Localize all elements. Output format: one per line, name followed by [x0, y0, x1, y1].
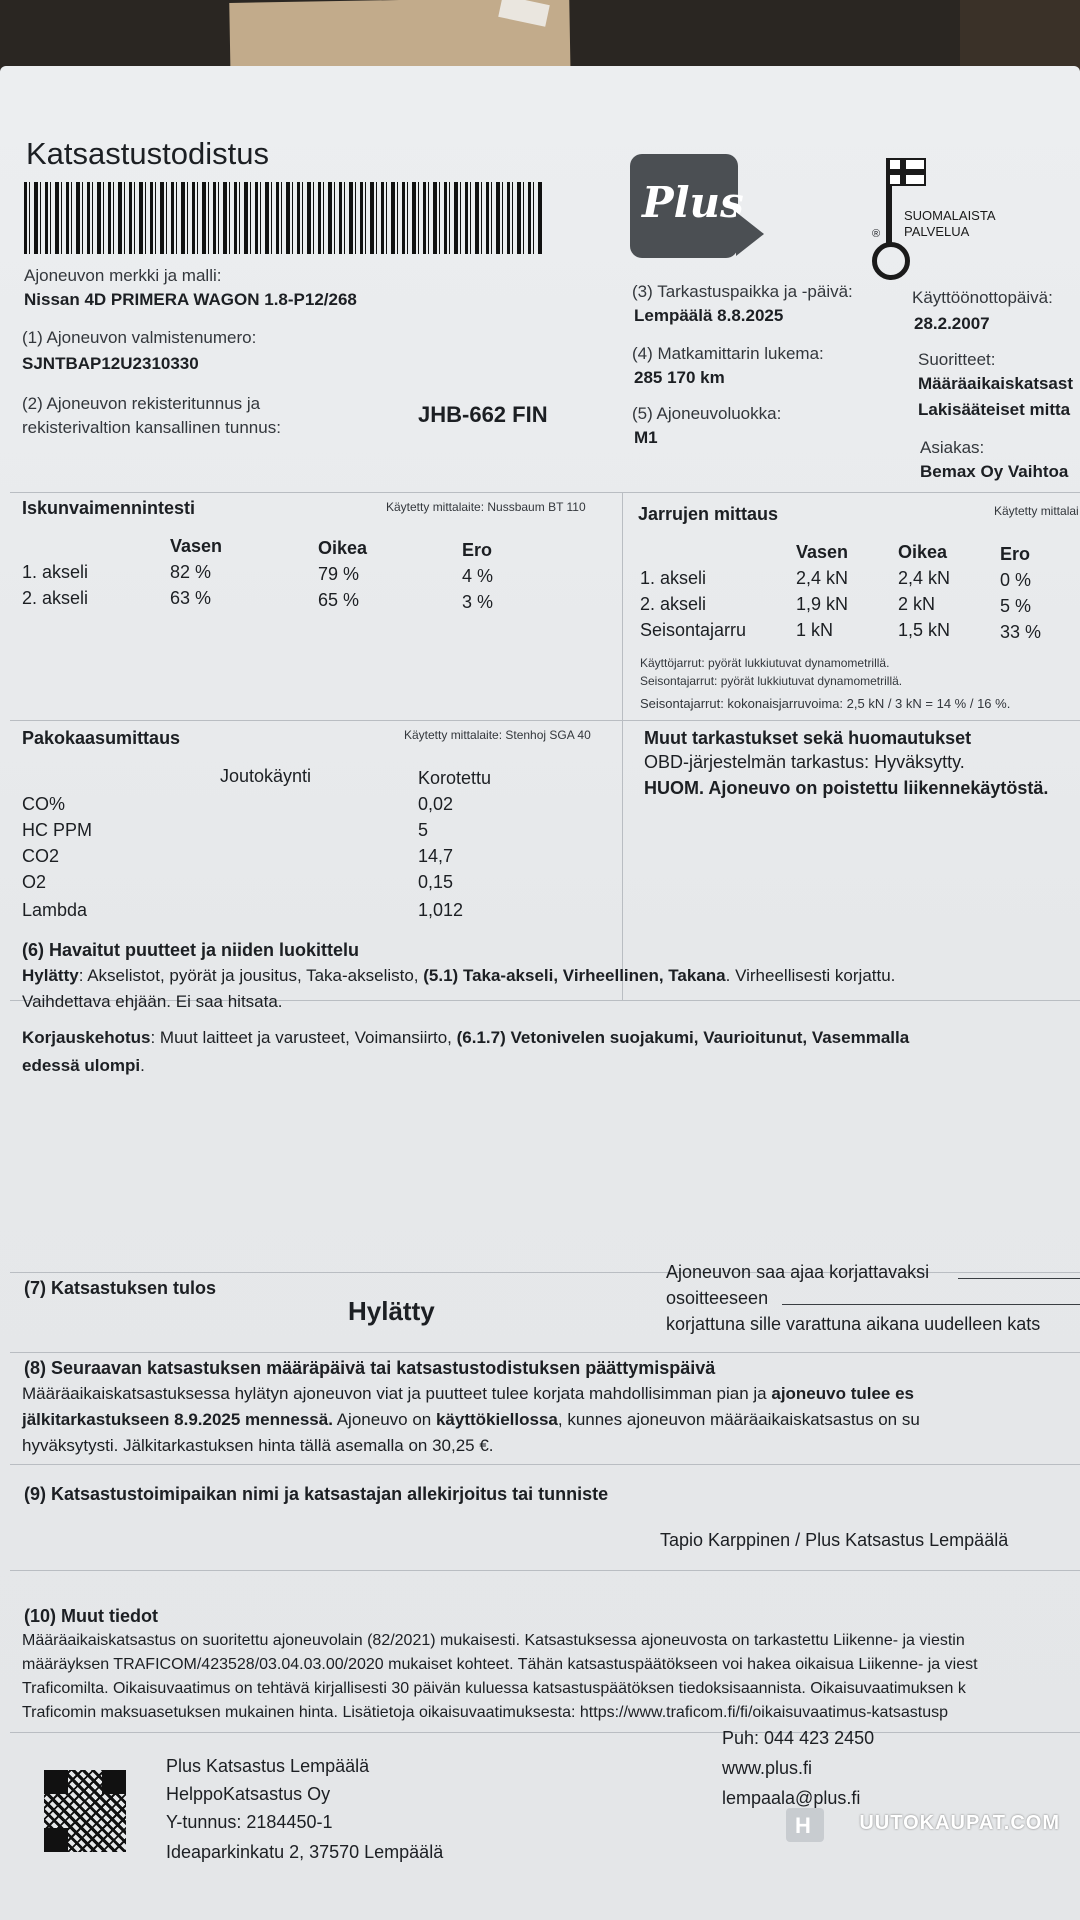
- exhaust-row-value: 1,012: [418, 900, 464, 920]
- brakes-row-label: 2. akseli: [640, 594, 707, 614]
- defects-line-1: Hylätty: Akselistot, pyörät ja jousitus, Taka-akselisto, (5.1) Taka-akseli, Virheellinen, Takana. Virheellisesti korjattu.: [22, 966, 896, 985]
- shock-test-title: Iskunvaimennintesti: [22, 498, 196, 518]
- shock-row-label: 2. akseli: [22, 588, 89, 608]
- exhaust-row-label: O2: [22, 872, 47, 892]
- brakes-row-diff: 5 %: [1000, 596, 1032, 616]
- company-business-id: Y-tunnus: 2184450-1: [166, 1812, 333, 1832]
- exhaust-row-label: Lambda: [22, 900, 88, 920]
- brakes-row-left: 1,9 kN: [796, 594, 849, 614]
- brakes-row-left: 1 kN: [796, 620, 834, 640]
- seal-text: SUOMALAISTA PALVELUA: [904, 208, 996, 239]
- client-label: Asiakas:: [920, 438, 985, 457]
- company-address: Ideaparkinkatu 2, 37570 Lempäälä: [166, 1842, 444, 1862]
- company-legal-name: HelppoKatsastus Oy: [166, 1784, 331, 1804]
- brakes-row-right: 1,5 kN: [898, 620, 951, 640]
- next-inspection-line-2: jälkitarkastukseen 8.9.2025 mennessä. Ajoneuvo on käyttökiellossa, kunnes ajoneuvon määräaikaiskatsastus on su: [22, 1410, 920, 1429]
- performed-value-2: Lakisääteiset mitta: [918, 400, 1071, 419]
- watermark-text: UUTOKAUPAT.COM: [859, 1812, 1060, 1834]
- class-label: (5) Ajoneuvoluokka:: [632, 404, 782, 423]
- vehicle-removed-note: HUOM. Ajoneuvo on poistettu liikennekäytöstä.: [644, 778, 1049, 798]
- brakes-row-right: 2,4 kN: [898, 568, 951, 588]
- misc-line-3: Traficomilta. Oikaisuvaatimus on tehtävä kirjallisesti 30 päivän kuluessa katsastuspäätöksen tiedoksisaannista. Oikaisuvaatimuksen k: [22, 1680, 966, 1697]
- shock-header-right: Oikea: [318, 538, 368, 558]
- plus-logo-tail: [736, 212, 764, 256]
- misc-title: (10) Muut tiedot: [24, 1606, 158, 1626]
- odometer-label: (4) Matkamittarin lukema:: [632, 344, 824, 363]
- make-value: Nissan 4D PRIMERA WAGON 1.8-P12/268: [24, 290, 357, 309]
- vin-label: (1) Ajoneuvon valmistenumero:: [22, 328, 257, 347]
- brakes-row-left: 2,4 kN: [796, 568, 849, 588]
- exhaust-row-value: 14,7: [418, 846, 454, 866]
- exhaust-row-label: CO%: [22, 794, 66, 814]
- key-ring: [872, 242, 910, 280]
- shock-row-diff: 4 %: [462, 566, 494, 586]
- shock-test-device: Käytetty mittalaite: Nussbaum BT 110: [386, 500, 586, 514]
- class-value: M1: [634, 428, 658, 447]
- brakes-row-right: 2 kN: [898, 594, 936, 614]
- place-label: (3) Tarkastuspaikka ja -päivä:: [632, 282, 853, 301]
- shock-row-right: 79 %: [318, 564, 360, 584]
- reg-label-2: rekisterivaltion kansallinen tunnus:: [22, 418, 281, 437]
- brakes-title: Jarrujen mittaus: [638, 504, 779, 524]
- misc-line-1: Määräaikaiskatsastus on suoritettu ajoneuvolain (82/2021) mukaisesti. Katsastuksessa ajoneuvosta on tarkastettu Liikenne- ja viestin: [22, 1632, 965, 1649]
- defects-line-4: edessä ulompi.: [22, 1056, 145, 1075]
- drive-permission-line-1: Ajoneuvon saa ajaa korjattavaksi: [666, 1262, 930, 1282]
- finnish-flag-icon: [888, 158, 926, 186]
- registration-number: JHB-662 FIN: [418, 402, 548, 427]
- performed-label: Suoritteet:: [918, 350, 996, 369]
- shock-row-left: 63 %: [170, 588, 212, 608]
- defects-title: (6) Havaitut puutteet ja niiden luokittelu: [22, 940, 360, 960]
- misc-line-4: Traficomin maksuasetuksen mukainen hinta. Lisätietoja oikaisuvaatimuksesta: https://www.traficom.fi/fi/oikaisuvaatimus-katsastusp: [22, 1704, 949, 1721]
- performed-value-1: Määräaikaiskatsast: [918, 374, 1074, 393]
- next-inspection-line-1: Määräaikaiskatsastuksessa hylätyn ajoneuvon viat ja puutteet tulee korjata mahdollisimman pian ja ajoneuvo tulee es: [22, 1384, 915, 1403]
- shock-header-left: Vasen: [170, 536, 223, 556]
- key-flag-seal-icon: [870, 158, 996, 278]
- qr-code: [44, 1770, 126, 1852]
- drive-permission-line-3: korjattuna sille varattuna aikana uudelleen kats: [666, 1314, 1041, 1334]
- inspector-signature: Tapio Karppinen / Plus Katsastus Lempäälä: [660, 1530, 1009, 1550]
- signature-title: (9) Katsastustoimipaikan nimi ja katsastajan allekirjoitus tai tunniste: [24, 1484, 609, 1504]
- seal-registered-mark: ®: [872, 228, 881, 240]
- company-website: www.plus.fi: [722, 1758, 813, 1778]
- plus-logo-text: Plus: [642, 178, 744, 227]
- defects-line-3: Korjauskehotus: Muut laitteet ja varusteet, Voimansiirto, (6.1.7) Vetonivelen suojakumi, Vaurioitunut, Vasemmalla: [22, 1028, 910, 1047]
- inspection-certificate: [0, 66, 1080, 1920]
- exhaust-row-value: 5: [418, 820, 429, 840]
- exhaust-row-value: 0,02: [418, 794, 454, 814]
- shock-row-label: 1. akseli: [22, 562, 89, 582]
- reg-label-1: (2) Ajoneuvon rekisteritunnus ja: [22, 394, 261, 413]
- exhaust-title: Pakokaasumittaus: [22, 728, 181, 748]
- brakes-note: Seisontajarrut: kokonaisjarruvoima: 2,5 kN / 3 kN = 14 % / 16 %.: [640, 696, 1011, 711]
- document-title: Katsastustodistus: [26, 136, 269, 171]
- other-inspections-title: Muut tarkastukset sekä huomautukset: [644, 728, 972, 748]
- result-title: (7) Katsastuksen tulos: [24, 1278, 217, 1298]
- company-name: Plus Katsastus Lempäälä: [166, 1756, 370, 1776]
- place-value: Lempäälä 8.8.2025: [634, 306, 784, 325]
- brakes-row-diff: 33 %: [1000, 622, 1042, 642]
- brakes-row-diff: 0 %: [1000, 570, 1032, 590]
- shock-row-diff: 3 %: [462, 592, 494, 612]
- barcode: [24, 182, 544, 254]
- shock-row-right: 65 %: [318, 590, 360, 610]
- drive-permission-line-2: osoitteeseen: [666, 1288, 769, 1308]
- intro-date-label: Käyttöönottopäivä:: [912, 288, 1053, 307]
- exhaust-col-idle: Joutokäynti: [220, 766, 312, 786]
- exhaust-row-label: HC PPM: [22, 820, 93, 840]
- obd-check: OBD-järjestelmän tarkastus: Hyväksytty.: [644, 752, 965, 772]
- brakes-note: Seisontajarrut: pyörät lukkiutuvat dynamometrillä.: [640, 674, 903, 688]
- brakes-row-label: Seisontajarru: [640, 620, 747, 640]
- shock-row-left: 82 %: [170, 562, 212, 582]
- exhaust-device: Käytetty mittalaite: Stenhoj SGA 40: [404, 728, 591, 742]
- exhaust-row-label: CO2: [22, 846, 60, 866]
- client-value: Bemax Oy Vaihtoa: [920, 462, 1069, 481]
- shock-header-diff: Ero: [462, 540, 493, 560]
- exhaust-row-value: 0,15: [418, 872, 454, 892]
- brakes-header-left: Vasen: [796, 542, 849, 562]
- brakes-device: Käytetty mittalai: [994, 504, 1079, 518]
- exhaust-col-high: Korotettu: [418, 768, 492, 788]
- company-email: lempaala@plus.fi: [722, 1788, 861, 1808]
- brakes-header-right: Oikea: [898, 542, 948, 562]
- brakes-note: Käyttöjarrut: pyörät lukkiutuvat dynamometrillä.: [640, 656, 890, 670]
- intro-date-value: 28.2.2007: [914, 314, 990, 333]
- brakes-header-diff: Ero: [1000, 544, 1031, 564]
- result-value: Hylätty: [348, 1296, 435, 1326]
- company-phone: Puh: 044 423 2450: [722, 1728, 875, 1748]
- watermark-logo-icon: H: [786, 1808, 824, 1842]
- next-inspection-title: (8) Seuraavan katsastuksen määräpäivä tai katsastustodistuksen päättymispäivä: [24, 1358, 716, 1378]
- make-label: Ajoneuvon merkki ja malli:: [24, 266, 222, 285]
- vin-value: SJNTBAP12U2310330: [22, 354, 199, 373]
- plus-logo: [630, 154, 744, 258]
- defects-line-2: Vaihdettava ehjään. Ei saa hitsata.: [22, 992, 283, 1011]
- odometer-value: 285 170 km: [634, 368, 725, 387]
- misc-line-2: määräyksen TRAFICOM/423528/03.04.03.00/2020 mukaiset kohteet. Tähän katsastuspäätökseen voi hakea oikaisua Liikenne- ja viest: [22, 1656, 978, 1673]
- next-inspection-line-3: hyväksytysti. Jälkitarkastuksen hinta tällä asemalla on 30,25 €.: [22, 1436, 494, 1455]
- brakes-row-label: 1. akseli: [640, 568, 707, 588]
